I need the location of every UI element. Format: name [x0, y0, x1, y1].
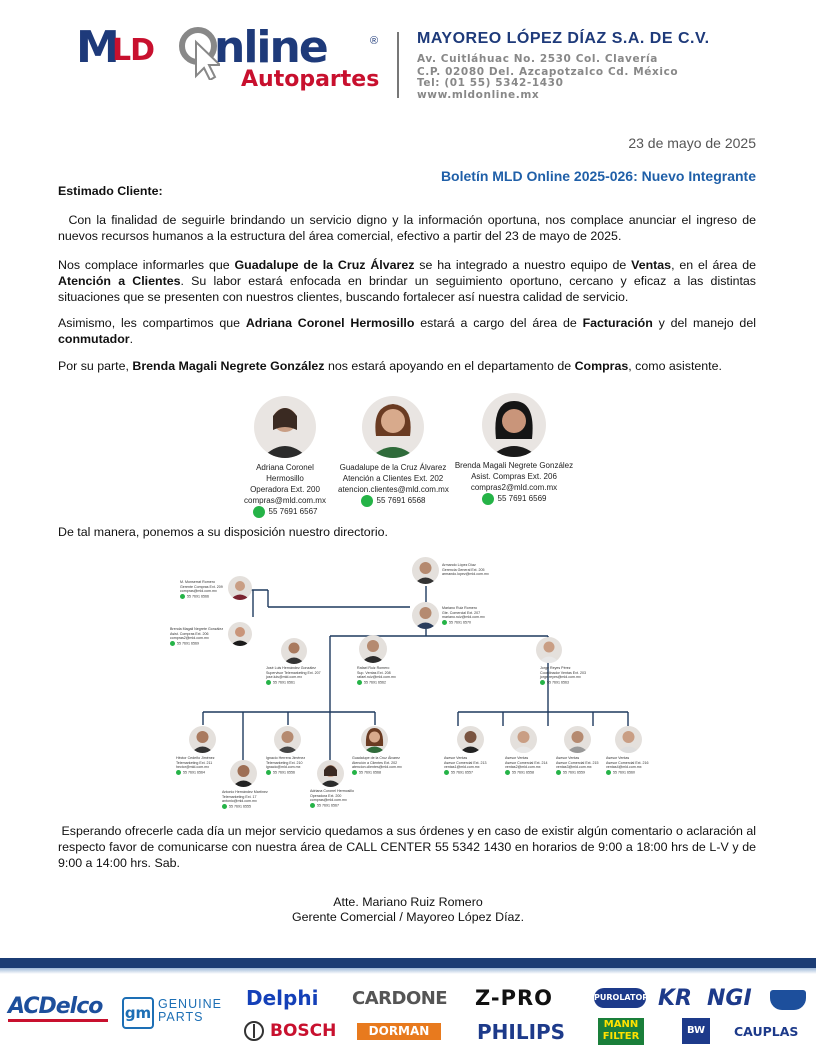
- bosch-icon: [243, 1020, 265, 1042]
- org-entry: Asesor Ventas Asesor Comercial Ext. 216 ventas4@mld.com.mx 55 7691 6560: [606, 756, 649, 775]
- acdelco-logo: ACDelco: [8, 994, 103, 1019]
- org-photo: [536, 637, 562, 663]
- org-photo: [412, 557, 439, 584]
- staff-role: Asist. Compras Ext. 206: [471, 472, 557, 481]
- staff-name: Guadalupe de la Cruz Álvarez: [339, 463, 447, 472]
- org-entry: Guadalupe de la Cruz Álvarez Atención a Clientes Ext. 202 atencion.clientes@mld.com.mx 55 7691 6568: [352, 756, 402, 775]
- org-photo: [281, 638, 307, 664]
- signature-name: Atte. Mariano Ruiz Romero: [333, 895, 483, 909]
- staff-card: [240, 396, 330, 518]
- org-photo: [228, 576, 252, 600]
- org-photo: [615, 726, 642, 753]
- staff-card: [454, 393, 574, 505]
- delphi-logo: Delphi: [246, 986, 319, 1010]
- staff-email: compras@mld.com.mx: [244, 496, 326, 505]
- logo-online: nline: [214, 22, 327, 73]
- logo-ld: LD: [112, 33, 155, 68]
- cauplas-logo: CAUPLAS: [734, 1024, 799, 1039]
- org-entry: Héctor Cedeño Jiménez Telemarketing Ext. 211 hector@mld.com.mx 55 7691 6564: [176, 756, 215, 775]
- signature-title: Gerente Comercial / Mayoreo López Díaz.: [291, 910, 525, 924]
- org-entry: Jorge Reyes Pérez Coordinador Ventas Ext. 203 jorge.reyes@mld.com.mx 55 7691 6563: [540, 666, 586, 685]
- org-entry: M. Monserrat Romero Gerente Compras Ext. 209 compras@mld.com.mx 55 7691 6566: [180, 580, 223, 599]
- org-photo: [361, 726, 388, 753]
- purolator-logo: PUROLATOR: [594, 988, 646, 1008]
- staff-photo: [482, 393, 546, 457]
- org-photo: [230, 760, 257, 787]
- staff-phone: 55 7691 6567: [268, 507, 318, 517]
- org-photo: [510, 726, 537, 753]
- bosch-logo: BOSCH: [270, 1021, 337, 1041]
- whatsapp-icon: [482, 493, 494, 505]
- dorman-logo: DORMAN: [357, 1023, 441, 1040]
- logo-registered-mark: ®: [370, 35, 379, 47]
- paragraph-adriana: Asimismo, les compartimos que Adriana Coronel Hermosillo estará a cargo del área de Facturación y del manejo del conmutador.: [58, 316, 756, 346]
- ngi-logo: NGI: [707, 986, 752, 1011]
- org-entry: Armando López Díaz Gerencia General Ext. 205 armando.lopez@mld.com.mx: [442, 563, 489, 577]
- org-entry: Mariano Ruiz Romero Gte. Comercial Ext. 207 mariano.ruiz@mld.com.mx 55 7691 6570: [442, 606, 485, 625]
- company-address-1: Av. Cuitláhuac No. 2530 Col. Clavería: [417, 53, 658, 65]
- org-photo: [274, 726, 301, 753]
- company-name: MAYOREO LÓPEZ DÍAZ S.A. DE C.V.: [417, 30, 710, 47]
- paragraph-brenda: Por su parte, Brenda Magali Negrete González nos estará apoyando en el departamento de Compras, como asistente.: [58, 359, 722, 373]
- staff-name: Adriana Coronel Hermosillo: [256, 463, 314, 483]
- whatsapp-icon: [253, 506, 265, 518]
- org-entry: José Luis Hernández González Supervisor Telemarketing Ext. 207 jose.luis@mld.com.mx 55 7691 6561: [266, 666, 321, 685]
- emblem-logo: [770, 990, 806, 1010]
- org-photo: [457, 726, 484, 753]
- logo-subtitle: Autopartes: [241, 67, 380, 92]
- company-website: www.mldonline.mx: [417, 89, 540, 101]
- staff-photo: [362, 396, 424, 458]
- org-entry: Ignacio Herrera Jiménez Telemarketing Ext. 210 ignacio@mld.com.mx 55 7691 6556: [266, 756, 306, 775]
- cardone-logo: CARDONE: [352, 988, 448, 1009]
- paragraph-closing: Esperando ofrecerle cada día un mejor servicio quedamos a sus órdenes y en caso de existir algún comentario o aclaración al respecto favor de comunicarse con nuestra área de CALL CENTER 55 5342 1430 en horarios de 9:00 a 18:00 hrs de L-V y de 9:00 a 14:00 hrs. Sab.: [58, 824, 760, 870]
- staff-name: Brenda Magali Negrete González: [454, 461, 574, 470]
- staff-phone: 55 7691 6569: [497, 494, 547, 504]
- company-phone: Tel: (01 55) 5342-1430: [417, 77, 564, 89]
- kr-logo: KR: [658, 986, 692, 1011]
- acdelco-underline: [8, 1019, 108, 1022]
- staff-phone: 55 7691 6568: [376, 496, 426, 506]
- staff-photo: [254, 396, 316, 458]
- footer-bar-gradient: [0, 968, 816, 974]
- gm-logo: gm: [122, 997, 154, 1029]
- whatsapp-icon: [361, 495, 373, 507]
- org-photo: [412, 602, 439, 629]
- directory-intro: De tal manera, ponemos a su disposición nuestro directorio.: [58, 525, 388, 539]
- org-entry: Asesor Ventas Asesor Comercial Ext. 213 ventas1@mld.com.mx 55 7691 6557: [444, 756, 487, 775]
- staff-role: Operadora Ext. 200: [250, 485, 320, 494]
- org-entry: Brenda Magali Negrete González Asist. Compras Ext. 206 compras2@mld.com.mx 55 7691 6569: [170, 627, 224, 646]
- org-photo: [317, 760, 344, 787]
- org-entry: Rafael Ruiz Romero Sup. Ventas Ext. 208 rafael.ruiz@mld.com.mx 55 7691 6562: [357, 666, 396, 685]
- philips-logo: PHILIPS: [477, 1020, 566, 1044]
- header-divider: [397, 32, 399, 98]
- staff-email: atencion.clientes@mld.com.mx: [338, 485, 449, 494]
- org-entry: Asesor Ventas Asesor Comercial Ext. 214 ventas2@mld.com.mx 55 7691 6558: [505, 756, 548, 775]
- footer-bar: [0, 958, 816, 968]
- logo-m: M: [76, 22, 118, 73]
- org-chart-lines: [0, 550, 816, 820]
- org-entry: Antonio Hernández Martínez Telemarketing Ext. 17 antonio@mld.com.mx 55 7691 6555: [222, 790, 268, 809]
- staff-email: compras2@mld.com.mx: [470, 483, 558, 492]
- company-address-2: C.P. 02080 Del. Azcapotzalco Cd. México: [417, 66, 679, 78]
- org-photo: [189, 726, 216, 753]
- staff-role: Atención a Clientes Ext. 202: [342, 474, 444, 483]
- org-entry: Asesor Ventas Asesor Comercial Ext. 215 ventas3@mld.com.mx 55 7691 6559: [556, 756, 599, 775]
- gm-genuine-parts: GENUINE PARTS: [158, 997, 222, 1024]
- bulletin-title: Boletín MLD Online 2025-026: Nuevo Integrante: [440, 168, 756, 184]
- paragraph-guadalupe: Nos complace informarles que Guadalupe de la Cruz Álvarez se ha integrado a nuestro equipo de Ventas, en el área de Atención a Clientes. Su labor estará enfocada en brindar un seguimiento oportuno, cercano y eficaz a las distintas situaciones que se presenten con nuestros clientes, buscando fortalecer así nuestra calidad de servicio.: [58, 258, 757, 304]
- paragraph-intro: Con la finalidad de seguirle brindando un servicio digno y la información oportuna, nos complace anunciar el ingreso de nuevos recursos humanos a la estructura del área comercial, efectivo a partir del 23 de mayo de 2025.: [58, 213, 760, 243]
- letter-date: 23 de mayo de 2025: [628, 135, 756, 151]
- greeting: Estimado Cliente:: [58, 184, 163, 198]
- org-photo: [228, 622, 252, 646]
- org-photo: [564, 726, 591, 753]
- org-photo: [359, 635, 387, 663]
- staff-card: [338, 396, 448, 507]
- zpro-logo: Z-PRO: [475, 986, 553, 1010]
- bw-logo: BW: [682, 1018, 710, 1044]
- mann-filter-logo: MANN FILTER: [598, 1018, 644, 1045]
- org-entry: Adriana Coronel Hermosillo Operadora Ext. 200 compras@mld.com.mx 55 7691 6567: [310, 789, 354, 808]
